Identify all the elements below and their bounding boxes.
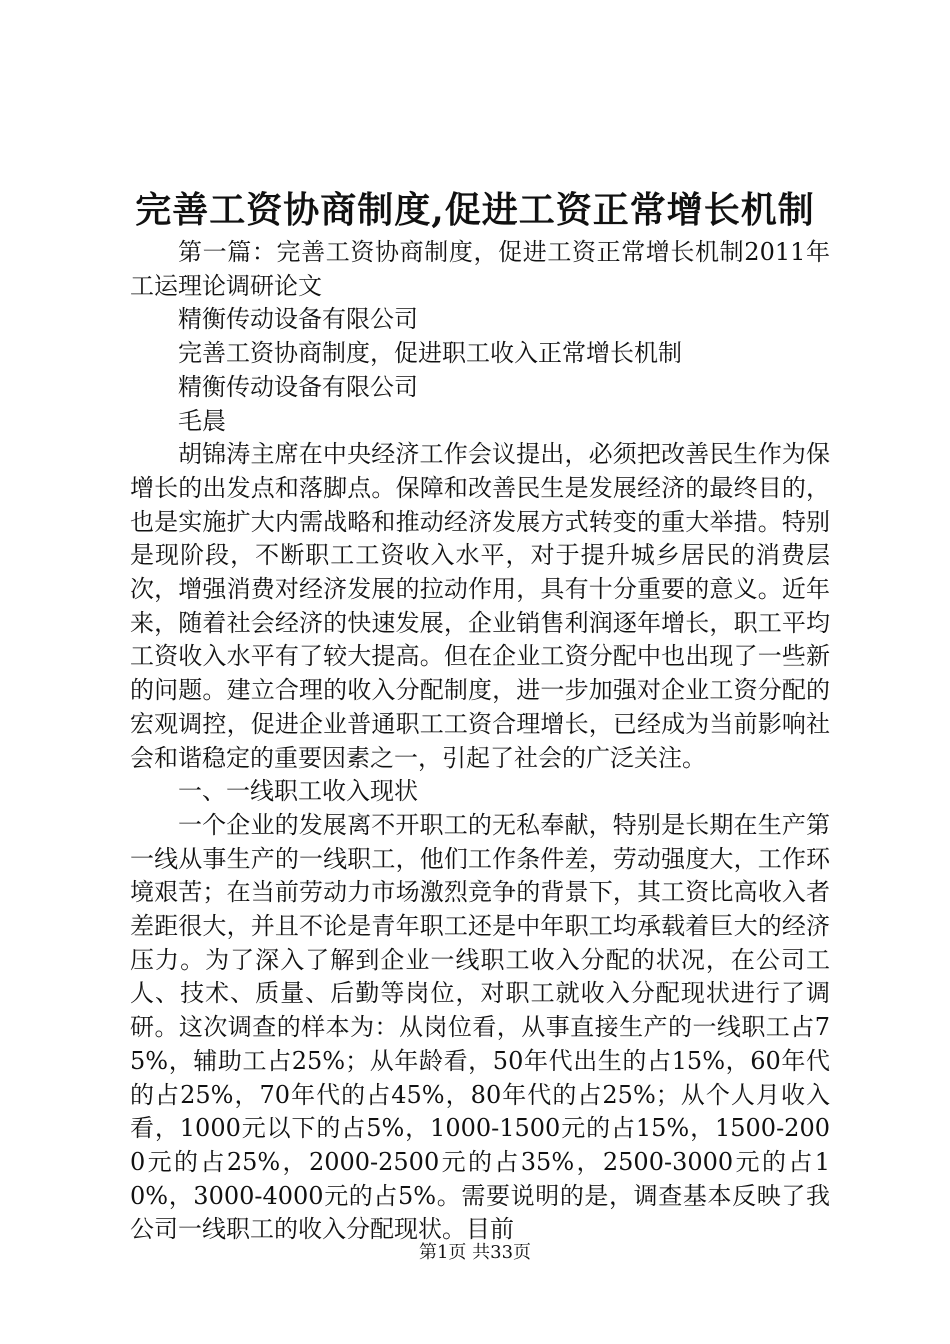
document-body (130, 236, 830, 1247)
document-title: 完善工资协商制度,促进工资正常增长机制 (135, 189, 815, 231)
paragraph-author: 毛晨 (178, 406, 226, 435)
paragraph-company: 精衡传动设备有限公司 (178, 305, 418, 334)
paragraph-company: 精衡传动设备有限公司 (178, 372, 418, 401)
paragraph-body: 胡锦涛主席在中央经济工作会议提出，必须把改善民生作为保增长的出发点和落脚点。保障和改善民生是发展经济的最终目的，也是实施扩大内需战略和推动经济发展方式转变的重大举措。特别是现阶段，不断职工工资收入水平，对于提升城乡居民的消费层次，增强消费对经济发展的拉动作用，具有十分重要的意义。近年来，随着社会经济的快速发展，企业销售利润逐年增长，职工平均工资收入水平有了较大提高。但在企业工资分配中也出现了一些新的问题。建立合理的收入分配制度，进一步加强对企业工资分配的宏观调控，促进企业普通职工工资合理增长，已经成为当前影响社会和谐稳定的重要因素之一，引起了社会的广泛关注。 (130, 440, 830, 772)
paragraph-heading: 第一篇：完善工资协商制度，促进工资正常增长机制2011年工运理论调研论文 (130, 238, 830, 300)
paragraph-subtitle: 完善工资协商制度，促进职工收入正常增长机制 (178, 339, 682, 368)
section-heading: 一、一线职工收入现状 (178, 777, 418, 806)
page-footer: 第1页 共33页 (418, 1242, 532, 1263)
paragraph-body: 一个企业的发展离不开职工的无私奉献，特别是长期在生产第一线从事生产的一线职工，他们工作条件差，劳动强度大，工作环境艰苦；在当前劳动力市场激烈竞争的背景下，其工资比高收入者差距很大，并且不论是青年职工还是中年职工均承载着巨大的经济压力。为了深入了解到企业一线职工收入分配的状况，在公司工人、技术、质量、后勤等岗位，对职工就收入分配现状进行了调研。这次调查的样本为：从岗位看，从事直接生产的一线职工占75%，辅助工占25%；从年龄看，50年代出生的占15%，60年代的占25%，70年代的占45%，80年代的占25%；从个人月收入看，1000元以下的占5%，1000-1500元的占15%，1500-2000元的占25%，2000-2500元的占35%，2500-3000元的占10%，3000-4000元的占5%。需要说明的是，调查基本反映了我公司一线职工的收入分配现状。目前 (130, 810, 830, 1244)
